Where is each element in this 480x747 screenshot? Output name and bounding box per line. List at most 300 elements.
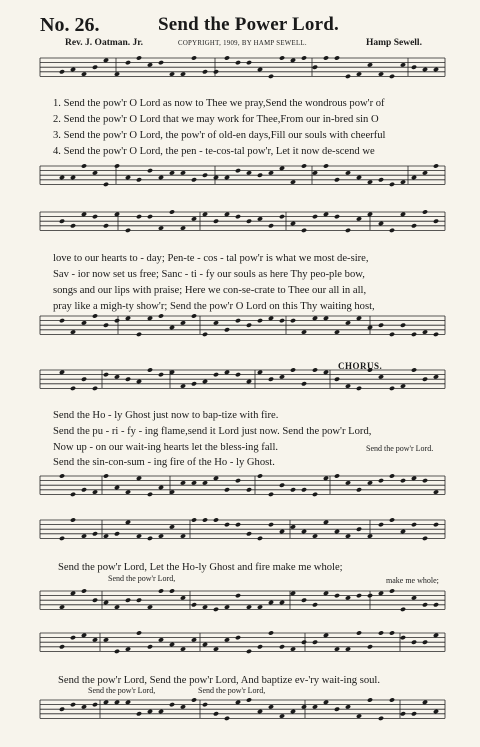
note-head xyxy=(136,55,142,60)
note-head xyxy=(114,71,120,76)
note-head xyxy=(191,697,197,702)
note-head xyxy=(356,71,362,76)
note-head xyxy=(334,214,340,219)
note-head xyxy=(81,163,87,168)
note-head xyxy=(279,214,285,219)
note-head xyxy=(136,598,142,603)
note-head xyxy=(433,522,439,527)
note-head xyxy=(257,709,263,714)
note-head xyxy=(114,212,120,217)
note-head xyxy=(323,700,329,705)
note-head xyxy=(279,600,285,605)
note-head xyxy=(290,58,296,63)
verse-line: 4. Send the pow'r O Lord, the pen - te-cos-tal pow'r, Let it now de-scend we xyxy=(53,146,375,157)
note-head xyxy=(92,214,98,219)
note-head xyxy=(235,372,241,377)
note-head xyxy=(279,483,285,488)
note-head xyxy=(59,370,65,375)
note-head xyxy=(103,600,109,605)
note-head xyxy=(136,214,142,219)
note-head xyxy=(125,646,131,651)
note-head xyxy=(257,318,263,323)
note-head xyxy=(92,637,98,642)
chorus-label: CHORUS. xyxy=(338,361,383,371)
note-head xyxy=(422,700,428,705)
note-head xyxy=(246,323,252,328)
note-head xyxy=(290,318,296,323)
note-head xyxy=(92,386,98,391)
note-head xyxy=(268,600,274,605)
note-head xyxy=(114,163,120,168)
note-head xyxy=(345,595,351,600)
note-head xyxy=(268,704,274,709)
note-head xyxy=(367,212,373,217)
note-head xyxy=(224,637,230,642)
verse-line: pray like a migh-ty show'r; Send the pow'r O Lord on this Thy waiting host, xyxy=(53,301,375,312)
note-head xyxy=(70,67,76,72)
note-head xyxy=(202,379,208,384)
note-head xyxy=(81,377,87,382)
music-staff xyxy=(40,588,445,612)
note-head xyxy=(367,697,373,702)
note-head xyxy=(191,177,197,182)
note-head xyxy=(389,697,395,702)
chorus-line: Send the pu - ri - fy - ing flame,send it Lord just now. Send the pow'r Lord, xyxy=(53,426,372,437)
chorus-line: Now up - on our wait-ing hearts let the bless-ing fall. xyxy=(53,442,279,453)
note-head xyxy=(378,630,384,635)
note-head xyxy=(70,635,76,640)
note-head xyxy=(59,175,65,180)
note-head xyxy=(411,476,417,481)
note-head xyxy=(114,531,120,536)
note-head xyxy=(81,487,87,492)
note-head xyxy=(59,536,65,541)
note-head xyxy=(158,485,164,490)
note-head xyxy=(378,221,384,226)
note-head xyxy=(334,529,340,534)
note-head xyxy=(290,367,296,372)
note-head xyxy=(356,593,362,598)
note-head xyxy=(279,374,285,379)
note-head xyxy=(312,367,318,372)
note-head xyxy=(378,716,384,721)
note-head xyxy=(213,320,219,325)
note-head xyxy=(389,332,395,337)
note-head xyxy=(246,170,252,175)
note-head xyxy=(356,527,362,532)
note-head xyxy=(81,633,87,638)
note-head xyxy=(224,716,230,721)
note-head xyxy=(356,713,362,718)
note-head xyxy=(323,476,329,481)
note-head xyxy=(367,62,373,67)
note-head xyxy=(257,473,263,478)
music-staff xyxy=(40,473,445,497)
music-staff xyxy=(40,697,445,721)
note-head xyxy=(147,709,153,714)
note-head xyxy=(235,700,241,705)
note-head xyxy=(92,65,98,70)
note-head xyxy=(301,704,307,709)
note-head xyxy=(246,487,252,492)
note-head xyxy=(125,175,131,180)
note-head xyxy=(246,604,252,609)
note-head xyxy=(180,533,186,538)
note-head xyxy=(312,316,318,321)
note-head xyxy=(59,219,65,224)
note-head xyxy=(334,707,340,712)
note-head xyxy=(301,228,307,233)
note-head xyxy=(59,604,65,609)
note-head xyxy=(268,316,274,321)
note-head xyxy=(378,71,384,76)
note-head xyxy=(400,323,406,328)
note-head xyxy=(290,591,296,596)
note-head xyxy=(433,374,439,379)
note-head xyxy=(125,520,131,525)
note-head xyxy=(169,209,175,214)
note-head xyxy=(356,316,362,321)
note-head xyxy=(147,62,153,67)
note-head xyxy=(367,533,373,538)
note-head xyxy=(356,216,362,221)
note-head xyxy=(378,177,384,182)
verse-line: songs and our lips with praise; Here we con-se-crate to Thee our all in all, xyxy=(53,285,367,296)
note-head xyxy=(92,702,98,707)
chorus-line: Send the Ho - ly Ghost just now to bap-tize with fire. xyxy=(53,410,279,421)
note-head xyxy=(345,74,351,79)
note-head xyxy=(103,223,109,228)
note-head xyxy=(257,536,263,541)
note-head xyxy=(70,175,76,180)
note-head xyxy=(400,212,406,217)
note-head xyxy=(169,702,175,707)
note-head xyxy=(246,649,252,654)
note-head xyxy=(224,175,230,180)
lyricist-credit: Rev. J. Oatman. Jr. xyxy=(65,38,144,48)
note-head xyxy=(422,478,428,483)
note-head xyxy=(70,329,76,334)
note-head xyxy=(70,702,76,707)
note-head xyxy=(268,170,274,175)
note-head xyxy=(334,329,340,334)
note-head xyxy=(367,480,373,485)
note-head xyxy=(389,517,395,522)
note-head xyxy=(92,598,98,603)
note-head xyxy=(158,709,164,714)
note-head xyxy=(191,602,197,607)
note-head xyxy=(70,591,76,596)
note-head xyxy=(323,55,329,60)
note-head xyxy=(378,323,384,328)
note-head xyxy=(125,228,131,233)
note-head xyxy=(323,591,329,596)
chorus-line: Send the pow'r Lord, Send the pow'r Lord, And baptize ev-'ry wait-ing soul. xyxy=(58,675,381,686)
note-head xyxy=(180,225,186,230)
note-head xyxy=(411,175,417,180)
note-head xyxy=(356,487,362,492)
note-head xyxy=(433,489,439,494)
note-head xyxy=(312,214,318,219)
note-head xyxy=(59,69,65,74)
note-head xyxy=(334,473,340,478)
note-head xyxy=(169,71,175,76)
note-head xyxy=(345,533,351,538)
note-head xyxy=(312,533,318,538)
note-head xyxy=(257,216,263,221)
note-head xyxy=(235,478,241,483)
note-head xyxy=(367,593,373,598)
note-head xyxy=(59,644,65,649)
note-head xyxy=(235,593,241,598)
note-head xyxy=(268,377,274,382)
note-head xyxy=(301,163,307,168)
note-head xyxy=(312,704,318,709)
note-head xyxy=(202,480,208,485)
note-head xyxy=(180,646,186,651)
note-head xyxy=(92,531,98,536)
note-head xyxy=(268,492,274,497)
note-head xyxy=(213,219,219,224)
note-head xyxy=(202,702,208,707)
note-head xyxy=(301,598,307,603)
note-head xyxy=(323,163,329,168)
note-head xyxy=(334,646,340,651)
verse-line: 1. Send the pow'r O Lord as now to Thee we pray,Send the wondrous pow'r of xyxy=(53,98,385,109)
note-head xyxy=(136,379,142,384)
note-head xyxy=(169,170,175,175)
note-head xyxy=(422,329,428,334)
music-staff xyxy=(40,313,445,337)
note-head xyxy=(235,522,241,527)
note-head xyxy=(246,379,252,384)
note-head xyxy=(301,329,307,334)
note-head xyxy=(191,216,197,221)
verse-line: Sav - ior now set us free; Sanc - ti - fy our souls as here Thy peo-ple bow, xyxy=(53,269,365,280)
note-head xyxy=(389,228,395,233)
note-head xyxy=(433,163,439,168)
note-head xyxy=(213,175,219,180)
note-head xyxy=(334,55,340,60)
note-head xyxy=(345,480,351,485)
note-head xyxy=(103,637,109,642)
verse-line: love to our hearts to - day; Pen-te - cos - tal pow'r is what we most de-sire, xyxy=(53,253,369,264)
note-head xyxy=(411,595,417,600)
note-head xyxy=(147,316,153,321)
note-head xyxy=(136,332,142,337)
note-head xyxy=(202,212,208,217)
note-head xyxy=(169,325,175,330)
hymn-number: No. 26. xyxy=(40,14,100,36)
note-head xyxy=(345,704,351,709)
note-head xyxy=(81,533,87,538)
note-head xyxy=(268,522,274,527)
note-head xyxy=(433,633,439,638)
note-head xyxy=(246,60,252,65)
note-head xyxy=(125,700,131,705)
note-head xyxy=(356,630,362,635)
note-head xyxy=(345,170,351,175)
note-head xyxy=(433,709,439,714)
copyright-notice: COPYRIGHT, 1909, BY HAMP SEWELL. xyxy=(178,40,307,47)
note-head xyxy=(224,522,230,527)
note-head xyxy=(389,386,395,391)
note-head xyxy=(400,711,406,716)
note-head xyxy=(323,633,329,638)
note-head xyxy=(147,367,153,372)
note-head xyxy=(81,704,87,709)
note-head xyxy=(59,318,65,323)
note-head xyxy=(191,381,197,386)
note-head xyxy=(246,531,252,536)
note-head xyxy=(224,327,230,332)
note-head xyxy=(114,485,120,490)
note-head xyxy=(81,71,87,76)
note-head xyxy=(81,320,87,325)
note-head xyxy=(114,604,120,609)
note-head xyxy=(279,529,285,534)
note-head xyxy=(268,74,274,79)
note-head xyxy=(147,214,153,219)
note-head xyxy=(290,709,296,714)
note-head xyxy=(114,649,120,654)
note-head xyxy=(433,332,439,337)
note-head xyxy=(235,168,241,173)
note-head xyxy=(169,588,175,593)
note-head xyxy=(345,383,351,388)
note-head xyxy=(180,170,186,175)
note-head xyxy=(147,492,153,497)
note-head xyxy=(103,372,109,377)
note-head xyxy=(202,173,208,178)
note-head xyxy=(224,604,230,609)
note-head xyxy=(103,323,109,328)
note-head xyxy=(213,69,219,74)
note-head xyxy=(345,320,351,325)
note-head xyxy=(125,377,131,382)
note-head xyxy=(422,67,428,72)
note-head xyxy=(125,489,131,494)
note-head xyxy=(213,476,219,481)
note-head xyxy=(136,177,142,182)
note-head xyxy=(202,642,208,647)
note-head xyxy=(433,219,439,224)
note-head xyxy=(125,60,131,65)
note-head xyxy=(323,212,329,217)
note-head xyxy=(312,492,318,497)
note-head xyxy=(422,209,428,214)
note-head xyxy=(81,212,87,217)
note-head xyxy=(411,640,417,645)
note-head xyxy=(422,377,428,382)
note-head xyxy=(411,522,417,527)
note-head xyxy=(389,182,395,187)
note-head xyxy=(389,473,395,478)
note-head xyxy=(400,383,406,388)
note-head xyxy=(202,517,208,522)
chorus-line: Send the pow'r Lord, Let the Ho-ly Ghost and fire make me whole; xyxy=(58,562,343,573)
music-staff xyxy=(40,630,445,654)
note-head xyxy=(334,177,340,182)
note-head xyxy=(103,58,109,63)
note-head xyxy=(136,476,142,481)
note-head xyxy=(301,529,307,534)
note-head xyxy=(312,65,318,70)
note-head xyxy=(70,223,76,228)
note-head xyxy=(301,381,307,386)
note-head xyxy=(433,67,439,72)
note-head xyxy=(279,166,285,171)
note-head xyxy=(235,60,241,65)
note-head xyxy=(389,630,395,635)
note-head xyxy=(180,71,186,76)
note-head xyxy=(323,316,329,321)
note-head xyxy=(246,219,252,224)
note-head xyxy=(147,644,153,649)
note-head xyxy=(235,214,241,219)
note-head xyxy=(279,644,285,649)
note-head xyxy=(279,713,285,718)
note-head xyxy=(378,374,384,379)
music-staff xyxy=(40,163,445,187)
note-head xyxy=(158,533,164,538)
verse-line: 3. Send the pow'r O Lord, the pow'r of old-en days,Fill our souls with cheerful xyxy=(53,130,386,141)
note-head xyxy=(400,179,406,184)
note-head xyxy=(191,55,197,60)
note-head xyxy=(378,591,384,596)
note-head xyxy=(114,700,120,705)
note-head xyxy=(301,55,307,60)
note-head xyxy=(312,640,318,645)
note-head xyxy=(180,480,186,485)
note-head xyxy=(224,487,230,492)
echo-text: make me whole; xyxy=(386,576,439,585)
note-head xyxy=(411,65,417,70)
note-head xyxy=(202,332,208,337)
chorus-line: Send the sin-con-sum - ing fire of the Ho - ly Ghost. xyxy=(53,457,275,468)
note-head xyxy=(158,372,164,377)
note-head xyxy=(389,588,395,593)
note-head xyxy=(114,318,120,323)
note-head xyxy=(257,644,263,649)
note-head xyxy=(367,644,373,649)
note-head xyxy=(92,489,98,494)
note-head xyxy=(202,604,208,609)
note-head xyxy=(334,377,340,382)
note-head xyxy=(213,517,219,522)
echo-text: Send the pow'r Lord. xyxy=(366,444,434,453)
note-head xyxy=(257,173,263,178)
note-head xyxy=(180,320,186,325)
music-staff xyxy=(40,517,445,541)
note-head xyxy=(158,588,164,593)
note-head xyxy=(367,179,373,184)
note-head xyxy=(257,370,263,375)
note-head xyxy=(400,607,406,612)
note-head xyxy=(114,374,120,379)
note-head xyxy=(312,602,318,607)
note-head xyxy=(356,175,362,180)
note-head xyxy=(180,704,186,709)
note-head xyxy=(422,602,428,607)
composer-credit: Hamp Sewell. xyxy=(366,38,422,48)
note-head xyxy=(59,473,65,478)
note-head xyxy=(345,228,351,233)
note-head xyxy=(279,55,285,60)
note-head xyxy=(312,170,318,175)
note-head xyxy=(345,646,351,651)
note-head xyxy=(378,478,384,483)
